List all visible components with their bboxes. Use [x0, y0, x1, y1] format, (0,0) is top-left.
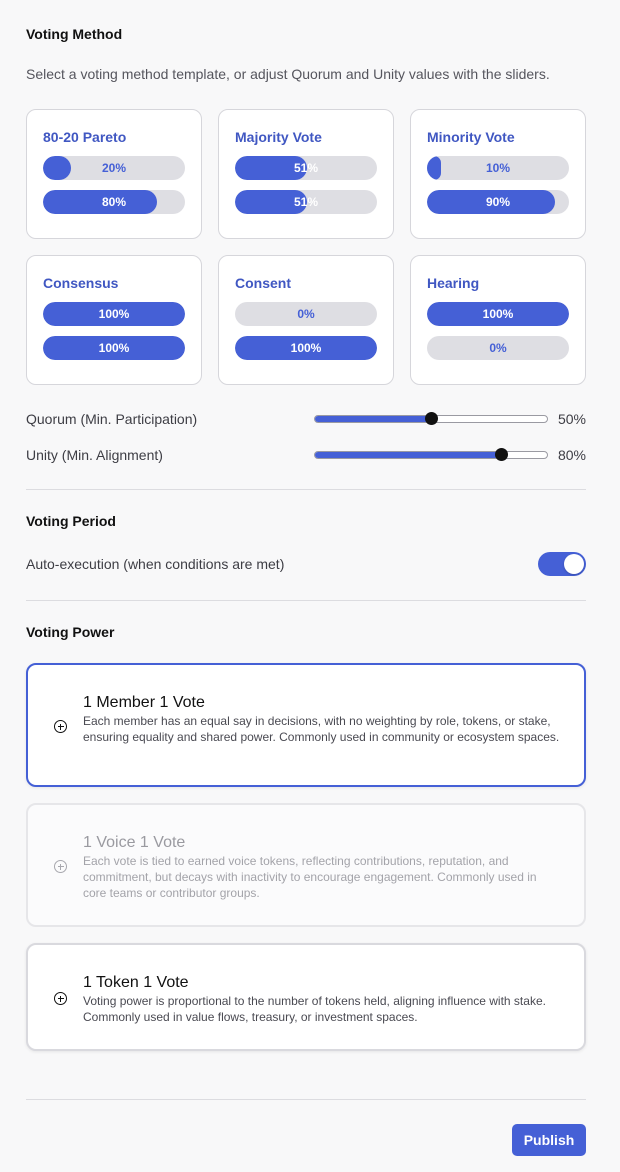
plus-circle-icon [54, 860, 67, 873]
bar-percent: 80% [101, 195, 127, 209]
voting-power-title: Voting Power [26, 624, 115, 640]
bar-percent: 90% [485, 195, 511, 209]
quorum-bar [427, 156, 569, 180]
plus-circle-icon [54, 720, 67, 733]
template-grid [26, 109, 586, 385]
unity-value: 80% [557, 447, 586, 463]
template-title: 80-20 Pareto [43, 129, 127, 145]
unity-bar [427, 336, 569, 360]
quorum-bar [235, 156, 377, 180]
bar-percent: 100% [98, 307, 130, 321]
bar-percent: 0% [297, 307, 315, 321]
template-card-hearing[interactable] [410, 255, 586, 385]
power-option-description: Each vote is tied to earned voice tokens, reflecting contributions, reputation, and commitment, but decays with inactivity to encourage engagement. Commonly used in core teams or contributor groups. [83, 854, 537, 900]
unity-slider[interactable] [314, 451, 548, 459]
bar-percent: 51% [293, 161, 319, 175]
slider-fill [315, 452, 501, 458]
power-option-token[interactable] [26, 943, 586, 1051]
bar-percent: 100% [482, 307, 514, 321]
unity-bar [235, 336, 377, 360]
template-title: Consensus [43, 275, 119, 291]
toggle-knob [564, 554, 584, 574]
plus-circle-icon [54, 992, 67, 1005]
power-option-description: Each member has an equal say in decisions, with no weighting by role, tokens, or stake, ensuring equality and shared power. Commonly used in community or ecosystem spaces. [83, 714, 560, 744]
voting-period-title: Voting Period [26, 513, 116, 529]
slider-thumb[interactable] [425, 412, 438, 425]
quorum-bar [427, 302, 569, 326]
quorum-label: Quorum (Min. Participation) [26, 411, 198, 427]
template-card-minority[interactable] [410, 109, 586, 239]
template-card-pareto[interactable] [26, 109, 202, 239]
template-title: Consent [235, 275, 291, 291]
power-option-title: 1 Token 1 Vote [83, 974, 189, 991]
unity-bar [43, 336, 185, 360]
power-option-voice [26, 803, 586, 927]
auto-execution-label: Auto-execution (when conditions are met) [26, 556, 285, 572]
template-card-consent[interactable] [218, 255, 394, 385]
bar-percent: 100% [290, 341, 322, 355]
quorum-value: 50% [557, 411, 586, 427]
quorum-bar [43, 302, 185, 326]
quorum-bar [235, 302, 377, 326]
divider [26, 1099, 586, 1100]
bar-percent: 0% [489, 341, 507, 355]
template-card-majority[interactable] [218, 109, 394, 239]
unity-slider-row [26, 445, 586, 465]
template-title: Hearing [427, 275, 480, 291]
template-title: Majority Vote [235, 129, 322, 145]
bar-percent: 51% [293, 195, 319, 209]
bar-percent: 20% [101, 161, 127, 175]
power-option-title: 1 Member 1 Vote [83, 694, 205, 711]
divider [26, 600, 586, 601]
unity-label: Unity (Min. Alignment) [26, 447, 163, 463]
publish-button[interactable]: Publish [512, 1124, 586, 1156]
template-title: Minority Vote [427, 129, 515, 145]
unity-bar [427, 190, 569, 214]
power-option-title: 1 Voice 1 Vote [83, 834, 186, 851]
quorum-slider[interactable] [314, 415, 548, 423]
slider-thumb[interactable] [495, 448, 508, 461]
bar-percent: 10% [485, 161, 511, 175]
slider-fill [315, 416, 431, 422]
unity-bar [235, 190, 377, 214]
power-option-member[interactable] [26, 663, 586, 787]
voting-method-title: Voting Method [26, 26, 123, 42]
template-card-consensus[interactable] [26, 255, 202, 385]
unity-bar [43, 190, 185, 214]
quorum-slider-row [26, 409, 586, 429]
bar-percent: 100% [98, 341, 130, 355]
voting-method-description: Select a voting method template, or adjust Quorum and Unity values with the sliders. [26, 66, 550, 82]
divider [26, 489, 586, 490]
quorum-bar [43, 156, 185, 180]
auto-execution-toggle[interactable] [538, 552, 586, 576]
power-option-description: Voting power is proportional to the number of tokens held, aligning influence with stake. Commonly used in value flows, treasury, or investment spaces. [83, 994, 546, 1024]
